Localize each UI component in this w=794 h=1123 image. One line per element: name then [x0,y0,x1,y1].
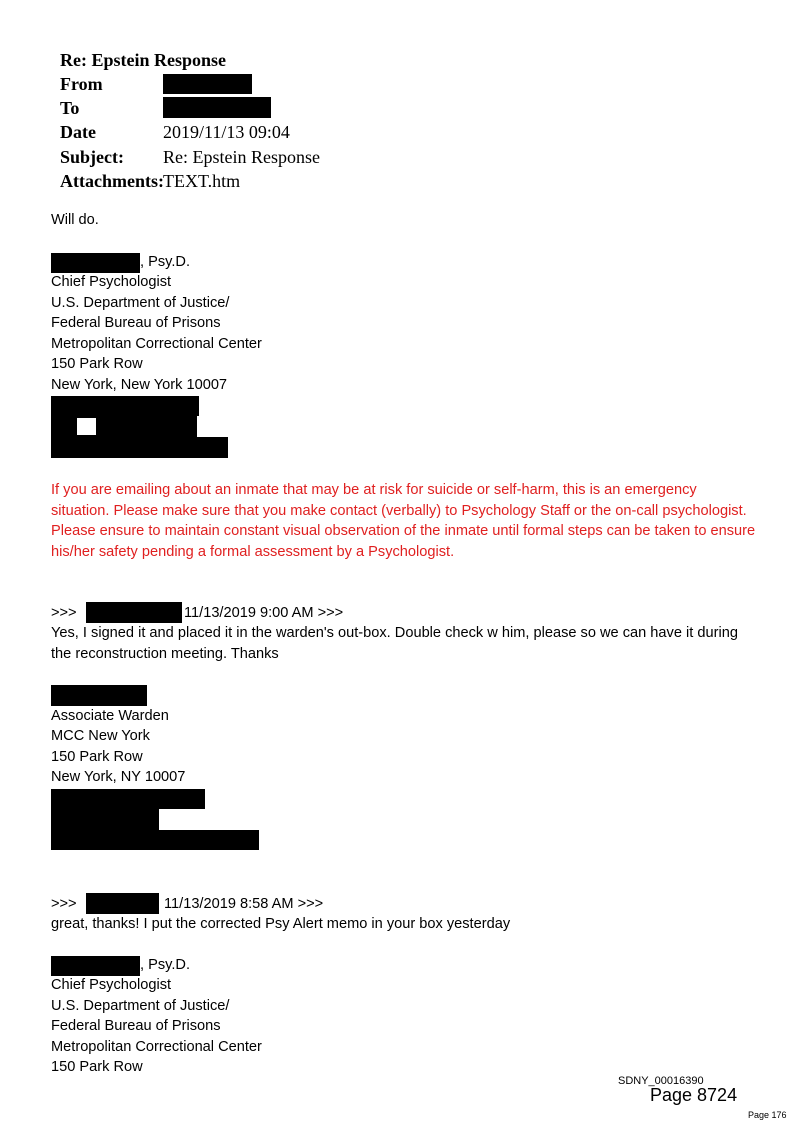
warning-line-2: situation. Please make sure that you make contact (verbally) to Psychology Staff or the on-call psychologist. [51,503,747,519]
redacted-contact-line-2 [51,416,197,437]
document-id: SDNY_00016390 [618,1075,704,1087]
quote2-prefix: >>> [51,896,77,912]
sig1-bureau: Federal Bureau of Prisons [51,315,221,331]
date-label: Date [60,122,96,142]
redacted-sig3-name [51,956,140,976]
warning-line-1: If you are emailing about an inmate that may be at risk for suicide or self-harm, this is an emergency [51,482,697,498]
quote2-stamp: 11/13/2019 8:58 AM >>> [164,896,324,912]
sig1-center: Metropolitan Correctional Center [51,336,262,352]
page-number: Page 8724 [650,1085,738,1105]
redacted-sig2-line-1 [51,789,205,809]
redaction-gap [77,418,96,435]
redacted-sig2-line-2 [51,809,159,830]
warning-line-3: Please ensure to maintain constant visual observation of the inmate until formal steps can be taken to ensure [51,523,756,539]
subject-value: Re: Epstein Response [163,147,320,167]
sig3-suffix: , Psy.D. [140,957,191,973]
from-label: From [60,74,103,94]
reply-text: Will do. [51,212,99,228]
attachments-label: Attachments: [60,171,164,191]
sig1-suffix: , Psy.D. [140,254,191,270]
redacted-to [163,97,271,118]
redacted-contact-line-3 [51,437,228,458]
redacted-sig2-name [51,685,147,706]
attachments-value: TEXT.htm [163,171,241,191]
sig2-street: 150 Park Row [51,749,143,765]
quote1-prefix: >>> [51,605,77,621]
redacted-quote2-sender [86,893,159,914]
redacted-sig1-name [51,253,140,273]
redacted-from [163,74,252,94]
email-subject-title: Re: Epstein Response [60,50,227,70]
subject-label: Subject: [60,147,124,167]
redacted-sig2-line-3 [51,830,259,850]
sig3-title: Chief Psychologist [51,977,172,993]
sig3-street: 150 Park Row [51,1059,143,1075]
quote1-line-2: the reconstruction meeting. Thanks [51,646,279,662]
sig2-city: New York, NY 10007 [51,769,186,785]
quote1-stamp: 11/13/2019 9:00 AM >>> [184,605,344,621]
redacted-quote1-sender [86,602,182,623]
quote2-line-1: great, thanks! I put the corrected Psy Alert memo in your box yesterday [51,916,511,932]
sig3-bureau: Federal Bureau of Prisons [51,1018,221,1034]
sig1-dept: U.S. Department of Justice/ [51,295,230,311]
to-label: To [60,98,80,118]
sig1-title: Chief Psychologist [51,274,172,290]
sig2-org: MCC New York [51,728,150,744]
quote1-line-1: Yes, I signed it and placed it in the warden's out-box. Double check w him, please so we can have it during [51,625,738,641]
warning-line-4: his/her safety pending a formal assessment by a Psychologist. [51,544,455,560]
date-value: 2019/11/13 09:04 [163,122,290,142]
sig3-center: Metropolitan Correctional Center [51,1039,262,1055]
redacted-contact-line-1 [51,396,199,416]
sig1-city: New York, New York 10007 [51,377,228,393]
sig1-street: 150 Park Row [51,356,143,372]
sig2-title: Associate Warden [51,708,169,724]
small-page-number: Page 176 [748,1110,787,1120]
sig3-dept: U.S. Department of Justice/ [51,998,230,1014]
